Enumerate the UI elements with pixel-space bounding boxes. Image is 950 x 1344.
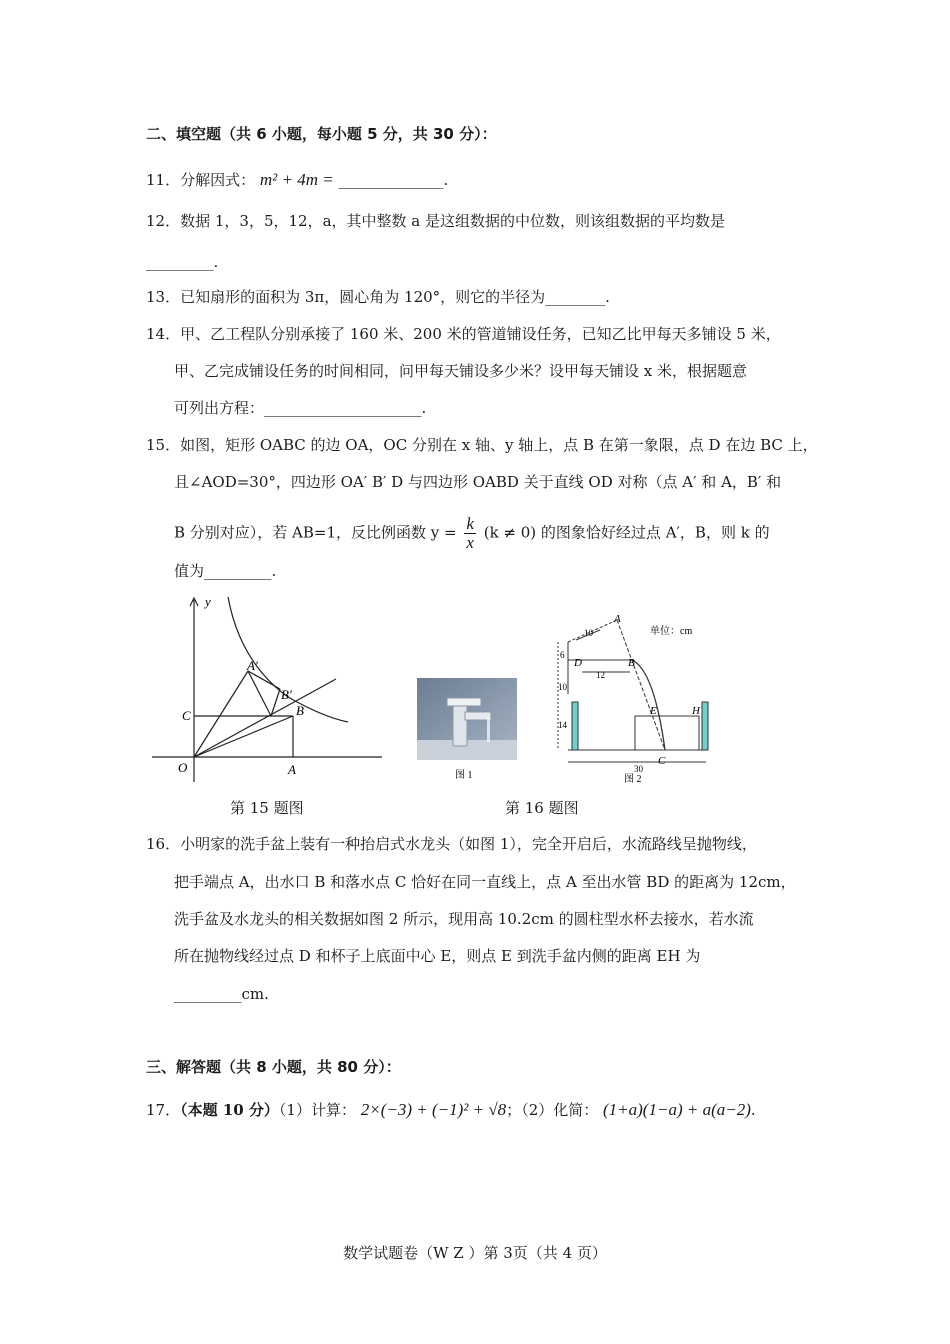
q11-number: 11． [146, 171, 181, 189]
q14-line-1: 甲、乙工程队分别承接了 160 米、200 米的管道铺设任务，已知乙比甲每天多铺设 5 米， [180, 325, 781, 343]
fig15-label-a-prime: A′ [247, 658, 258, 673]
fig16-caption: 第 16 题图 [505, 799, 579, 817]
q17-part-1: （1）计算： [278, 1101, 356, 1119]
cup-left [572, 702, 578, 750]
q16-line-1: 小明家的洗手盆上装有一种抬启式水龙头（如图 1），完全开启后，水流路线呈抛物线， [180, 835, 757, 853]
q17-number: 17． [146, 1101, 181, 1119]
fig16-label-b: B [628, 657, 635, 669]
q12-line-2: _________. [146, 253, 219, 271]
q15-number: 15． [146, 436, 181, 454]
question-15 [146, 435, 818, 455]
q17-end: . [750, 1101, 756, 1119]
fig16-dim-12: 12 [596, 670, 605, 680]
fig15-label-a: A [288, 762, 296, 777]
line-od [194, 679, 336, 757]
q15-line-3a: B 分别对应），若 AB=1，反比例函数 y = [174, 523, 457, 542]
q17-separator: ；（2）化简： [506, 1101, 599, 1119]
q17-expression-1: 2×(−3) + (−1)² + √8 [360, 1100, 507, 1119]
question-12 [146, 211, 725, 231]
figure-16-photo [417, 678, 517, 788]
q14-number: 14． [146, 325, 181, 343]
fig16-label-a: A [614, 613, 621, 625]
q15-line-3b: (k ≠ 0) 的图象恰好经过点 A′，B，则 k 的 [483, 523, 770, 542]
q16-line-3: 洗手盆及水龙头的相关数据如图 2 所示，现用高 10.2cm 的圆柱型水杯去接水，若水流 [174, 910, 754, 928]
q15-line-4: 值为_________. [174, 562, 277, 580]
fig16-label-c: C [658, 755, 666, 767]
page-footer: 数学试题卷（W Z ）第 3页（共 4 页） [343, 1244, 607, 1262]
fig15-caption: 第 15 题图 [230, 799, 304, 817]
q15-line-1: 如图，矩形 OABC 的边 OA，OC 分别在 x 轴、y 轴上，点 B 在第一象限，点 D 在边 BC 上， [180, 436, 818, 454]
q12-number: 12． [146, 212, 181, 230]
fig15-label-c: C [182, 708, 191, 723]
figure-15 [148, 592, 388, 784]
fig15-label-y: y [205, 594, 211, 609]
fig16-dim-10b: 10 [584, 628, 593, 638]
line-abc [617, 620, 665, 750]
q14-line-3: 可列出方程：_____________________. [174, 399, 427, 417]
question-13 [146, 287, 610, 307]
q15-line-2: 且∠AOD=30°，四边形 OA′ B′ D 与四边形 OABD 关于直线 OD 对称（点 A′ 和 A，B′ 和 [174, 473, 782, 491]
q17-expression-2: (1+a)(1−a) + a(a−2) [603, 1100, 751, 1119]
hyperbola [228, 597, 348, 722]
fig15-label-o: O [178, 760, 188, 775]
q14-line-2: 甲、乙完成铺设任务的时间相同，问甲每天铺设多少米？设甲每天铺设 x 米，根据题意 [174, 362, 747, 380]
q16-line-4: 所在抛物线经过点 D 和杯子上底面中心 E，则点 E 到洗手盆内侧的距离 EH 为 [174, 947, 701, 965]
fig15-label-b: B [296, 703, 304, 718]
faucet-handle-icon [447, 698, 481, 706]
section-2-heading: 二、填空题（共 6 小题，每小题 5 分，共 30 分）： [146, 125, 497, 143]
q16-line-5: _________cm. [174, 985, 269, 1003]
cup-right [702, 702, 708, 750]
question-11 [146, 170, 448, 190]
fig16-photo-label: 图 1 [455, 770, 473, 781]
q11-expression: m² + 4m = [259, 170, 334, 189]
fig15-label-b-prime: B′ [281, 687, 292, 702]
q16-number: 16． [146, 835, 181, 853]
q16-line-2: 把手端点 A，出水口 B 和落水点 C 恰好在同一直线上，点 A 至出水管 BD 的距离为 12cm， [174, 873, 796, 891]
q13-text: 已知扇形的面积为 3π，圆心角为 120°，则它的半径为________. [180, 288, 610, 306]
q11-end: . [443, 171, 449, 189]
figure-16-diagram [552, 610, 722, 785]
q11-blank: ______________ [338, 171, 444, 189]
fig16-label-e: E [650, 705, 657, 717]
fig16-dim-10: 10 [558, 682, 567, 692]
fig16-diagram-label: 图 2 [624, 774, 642, 785]
q15-frac-numerator: k [466, 514, 474, 533]
q15-frac-denominator: x [466, 533, 474, 552]
question-17 [146, 1100, 756, 1120]
q15-line-3 [174, 515, 770, 552]
q15-fraction [464, 515, 476, 552]
q11-text: 分解因式： [180, 171, 256, 189]
question-16 [146, 834, 757, 854]
q12-line-1: 数据 1，3，5，12，a，其中整数 a 是这组数据的中位数，则该组数据的平均数是 [180, 212, 726, 230]
q13-number: 13． [146, 288, 181, 306]
question-14 [146, 324, 781, 344]
section-3-heading: 三、解答题（共 8 小题，共 80 分）： [146, 1058, 401, 1076]
q17-points: （本题 10 分） [180, 1101, 279, 1119]
fig16-dim-14: 14 [558, 720, 567, 730]
fig16-label-d: D [574, 657, 582, 669]
fig16-unit: 单位：cm [650, 626, 693, 637]
fig16-dim-6: 6 [560, 650, 565, 660]
fig16-label-h: H [692, 705, 700, 717]
fig16-dim-30: 30 [634, 764, 643, 774]
